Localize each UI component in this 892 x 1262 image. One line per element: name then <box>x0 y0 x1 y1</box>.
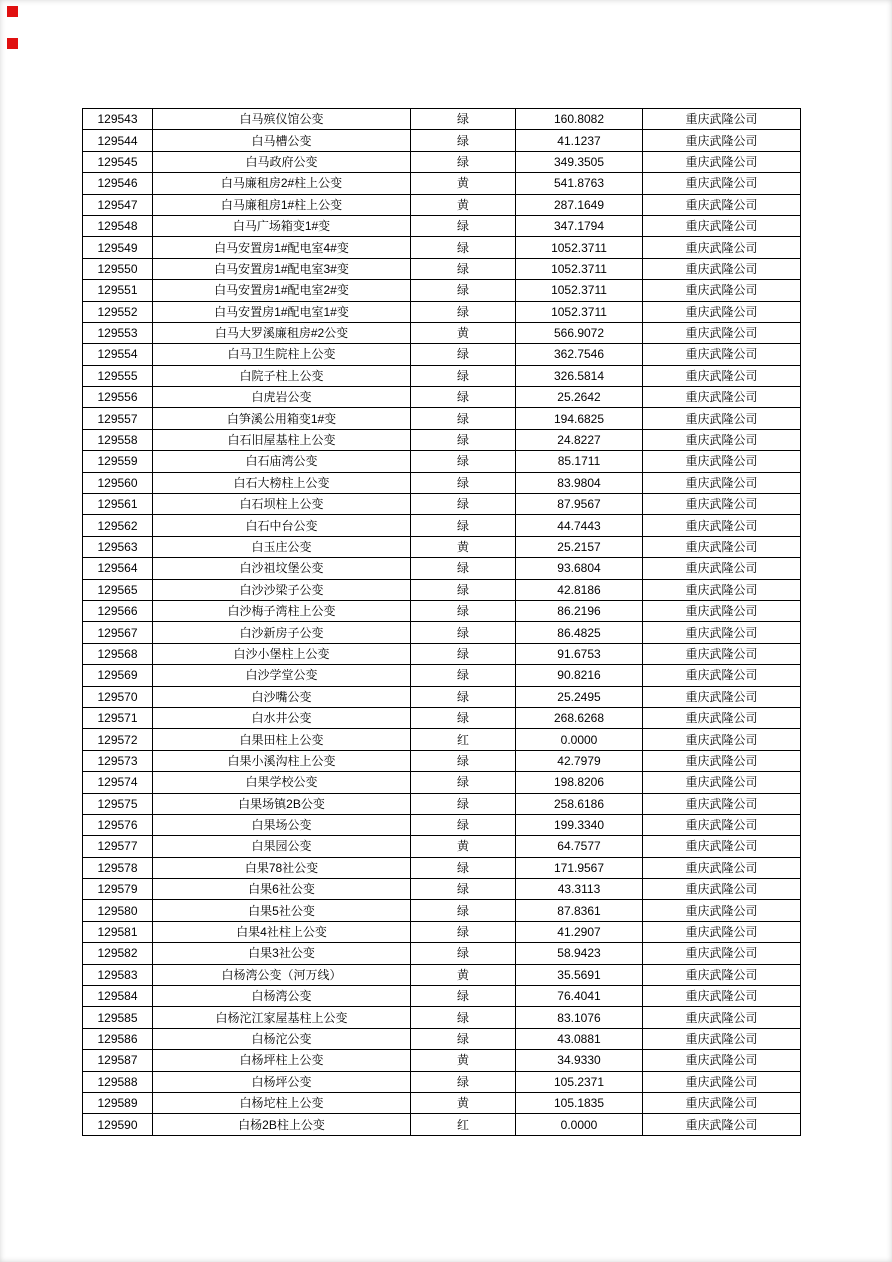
cell-company: 重庆武隆公司 <box>643 943 801 964</box>
cell-name: 白杨坪公变 <box>153 1071 411 1092</box>
cell-id: 129569 <box>83 665 153 686</box>
cell-status: 绿 <box>411 387 516 408</box>
cell-company: 重庆武隆公司 <box>643 558 801 579</box>
cell-id: 129585 <box>83 1007 153 1028</box>
cell-value: 268.6268 <box>516 707 643 728</box>
cell-name: 白笋溪公用箱变1#变 <box>153 408 411 429</box>
cell-company: 重庆武隆公司 <box>643 964 801 985</box>
cell-company: 重庆武隆公司 <box>643 729 801 750</box>
cell-name: 白果4社柱上公变 <box>153 921 411 942</box>
cell-id: 129547 <box>83 194 153 215</box>
table-row <box>83 1092 801 1113</box>
cell-name: 白杨坨柱上公变 <box>153 1092 411 1113</box>
cell-value: 83.9804 <box>516 472 643 493</box>
table-row <box>83 494 801 515</box>
cell-id: 129567 <box>83 622 153 643</box>
cell-value: 105.1835 <box>516 1092 643 1113</box>
table-row <box>83 173 801 194</box>
cell-status: 绿 <box>411 686 516 707</box>
cell-status: 绿 <box>411 151 516 172</box>
table-row <box>83 558 801 579</box>
cell-id: 129575 <box>83 793 153 814</box>
cell-status: 绿 <box>411 258 516 279</box>
cell-status: 黄 <box>411 1092 516 1113</box>
cell-company: 重庆武隆公司 <box>643 215 801 236</box>
cell-value: 85.1711 <box>516 451 643 472</box>
table-row <box>83 130 801 151</box>
table-row <box>83 1114 801 1136</box>
cell-name: 白马安置房1#配电室4#变 <box>153 237 411 258</box>
cell-id: 129583 <box>83 964 153 985</box>
cell-company: 重庆武隆公司 <box>643 536 801 557</box>
cell-name: 白马政府公变 <box>153 151 411 172</box>
table-row <box>83 344 801 365</box>
cell-value: 25.2495 <box>516 686 643 707</box>
cell-value: 347.1794 <box>516 215 643 236</box>
cell-name: 白沙新房子公变 <box>153 622 411 643</box>
cell-status: 绿 <box>411 665 516 686</box>
cell-id: 129559 <box>83 451 153 472</box>
cell-name: 白杨湾公变 <box>153 986 411 1007</box>
cell-name: 白沙小堡柱上公变 <box>153 643 411 664</box>
cell-value: 91.6753 <box>516 643 643 664</box>
cell-name: 白马廉租房1#柱上公变 <box>153 194 411 215</box>
cell-company: 重庆武隆公司 <box>643 857 801 878</box>
cell-company: 重庆武隆公司 <box>643 130 801 151</box>
cell-value: 105.2371 <box>516 1071 643 1092</box>
cell-status: 绿 <box>411 280 516 301</box>
cell-value: 1052.3711 <box>516 280 643 301</box>
cell-status: 绿 <box>411 643 516 664</box>
table-row <box>83 237 801 258</box>
cell-value: 160.8082 <box>516 109 643 130</box>
cell-name: 白果学校公变 <box>153 772 411 793</box>
cell-id: 129555 <box>83 365 153 386</box>
table-row <box>83 1071 801 1092</box>
cell-name: 白沙祖坟堡公变 <box>153 558 411 579</box>
cell-company: 重庆武隆公司 <box>643 429 801 450</box>
cell-company: 重庆武隆公司 <box>643 1114 801 1136</box>
cell-value: 83.1076 <box>516 1007 643 1028</box>
cell-value: 42.7979 <box>516 750 643 771</box>
cell-company: 重庆武隆公司 <box>643 1050 801 1071</box>
cell-name: 白马殡仪馆公变 <box>153 109 411 130</box>
cell-id: 129543 <box>83 109 153 130</box>
cell-company: 重庆武隆公司 <box>643 365 801 386</box>
cell-company: 重庆武隆公司 <box>643 472 801 493</box>
cell-company: 重庆武隆公司 <box>643 622 801 643</box>
cell-id: 129590 <box>83 1114 153 1136</box>
cell-name: 白沙嘴公变 <box>153 686 411 707</box>
table-row <box>83 750 801 771</box>
cell-status: 绿 <box>411 515 516 536</box>
table-row <box>83 772 801 793</box>
cell-name: 白院子柱上公变 <box>153 365 411 386</box>
cell-status: 黄 <box>411 322 516 343</box>
table-row <box>83 1050 801 1071</box>
table-row <box>83 1007 801 1028</box>
table-row <box>83 879 801 900</box>
cell-status: 绿 <box>411 750 516 771</box>
cell-status: 红 <box>411 1114 516 1136</box>
cell-name: 白石庙湾公变 <box>153 451 411 472</box>
cell-status: 黄 <box>411 1050 516 1071</box>
cell-company: 重庆武隆公司 <box>643 173 801 194</box>
cell-value: 541.8763 <box>516 173 643 194</box>
cell-value: 64.7577 <box>516 836 643 857</box>
cell-status: 黄 <box>411 536 516 557</box>
transformer-table <box>82 108 801 1136</box>
cell-value: 349.3505 <box>516 151 643 172</box>
cell-status: 绿 <box>411 879 516 900</box>
cell-id: 129579 <box>83 879 153 900</box>
table-row <box>83 643 801 664</box>
cell-company: 重庆武隆公司 <box>643 494 801 515</box>
cell-id: 129568 <box>83 643 153 664</box>
table-row <box>83 814 801 835</box>
cell-name: 白水井公变 <box>153 707 411 728</box>
cell-id: 129556 <box>83 387 153 408</box>
cell-company: 重庆武隆公司 <box>643 1028 801 1049</box>
table-row <box>83 900 801 921</box>
cell-status: 绿 <box>411 772 516 793</box>
cell-company: 重庆武隆公司 <box>643 344 801 365</box>
cell-id: 129587 <box>83 1050 153 1071</box>
cell-value: 24.8227 <box>516 429 643 450</box>
cell-company: 重庆武隆公司 <box>643 451 801 472</box>
cell-id: 129554 <box>83 344 153 365</box>
cell-id: 129572 <box>83 729 153 750</box>
cell-value: 171.9567 <box>516 857 643 878</box>
cell-id: 129570 <box>83 686 153 707</box>
cell-company: 重庆武隆公司 <box>643 921 801 942</box>
cell-name: 白石坝柱上公变 <box>153 494 411 515</box>
cell-status: 绿 <box>411 707 516 728</box>
cell-status: 黄 <box>411 836 516 857</box>
cell-name: 白马安置房1#配电室3#变 <box>153 258 411 279</box>
table-row <box>83 215 801 236</box>
cell-name: 白沙学堂公变 <box>153 665 411 686</box>
cell-value: 1052.3711 <box>516 258 643 279</box>
table-row <box>83 921 801 942</box>
cell-status: 绿 <box>411 558 516 579</box>
cell-name: 白马安置房1#配电室2#变 <box>153 280 411 301</box>
cell-name: 白马廉租房2#柱上公变 <box>153 173 411 194</box>
cell-id: 129565 <box>83 579 153 600</box>
cell-status: 绿 <box>411 921 516 942</box>
cell-company: 重庆武隆公司 <box>643 643 801 664</box>
red-square-marker <box>7 38 18 49</box>
cell-name: 白马大罗溪廉租房#2公变 <box>153 322 411 343</box>
cell-company: 重庆武隆公司 <box>643 280 801 301</box>
cell-id: 129549 <box>83 237 153 258</box>
cell-id: 129573 <box>83 750 153 771</box>
cell-status: 绿 <box>411 472 516 493</box>
table-row <box>83 729 801 750</box>
cell-company: 重庆武隆公司 <box>643 986 801 1007</box>
cell-value: 35.5691 <box>516 964 643 985</box>
cell-id: 129578 <box>83 857 153 878</box>
cell-id: 129589 <box>83 1092 153 1113</box>
cell-id: 129552 <box>83 301 153 322</box>
cell-value: 34.9330 <box>516 1050 643 1071</box>
table-row <box>83 451 801 472</box>
table-row <box>83 1028 801 1049</box>
cell-id: 129546 <box>83 173 153 194</box>
cell-status: 绿 <box>411 301 516 322</box>
cell-name: 白石旧屋基柱上公变 <box>153 429 411 450</box>
cell-name: 白虎岩公变 <box>153 387 411 408</box>
cell-name: 白沙沙梁子公变 <box>153 579 411 600</box>
cell-value: 1052.3711 <box>516 301 643 322</box>
cell-id: 129571 <box>83 707 153 728</box>
cell-name: 白石大榜柱上公变 <box>153 472 411 493</box>
cell-name: 白杨2B柱上公变 <box>153 1114 411 1136</box>
cell-value: 86.4825 <box>516 622 643 643</box>
cell-name: 白果场镇2B公变 <box>153 793 411 814</box>
cell-name: 白杨沱公变 <box>153 1028 411 1049</box>
cell-value: 258.6186 <box>516 793 643 814</box>
cell-value: 90.8216 <box>516 665 643 686</box>
cell-name: 白马卫生院柱上公变 <box>153 344 411 365</box>
red-square-marker <box>7 6 18 17</box>
cell-status: 绿 <box>411 814 516 835</box>
cell-company: 重庆武隆公司 <box>643 515 801 536</box>
cell-value: 1052.3711 <box>516 237 643 258</box>
table-row <box>83 857 801 878</box>
table-row <box>83 280 801 301</box>
table-row <box>83 579 801 600</box>
cell-company: 重庆武隆公司 <box>643 109 801 130</box>
cell-value: 194.6825 <box>516 408 643 429</box>
cell-name: 白果场公变 <box>153 814 411 835</box>
cell-name: 白果小溪沟柱上公变 <box>153 750 411 771</box>
cell-id: 129584 <box>83 986 153 1007</box>
cell-value: 43.3113 <box>516 879 643 900</box>
cell-id: 129566 <box>83 600 153 621</box>
cell-value: 326.5814 <box>516 365 643 386</box>
cell-status: 绿 <box>411 600 516 621</box>
table-row <box>83 387 801 408</box>
cell-name: 白果3社公变 <box>153 943 411 964</box>
table-row <box>83 408 801 429</box>
cell-status: 红 <box>411 729 516 750</box>
cell-company: 重庆武隆公司 <box>643 322 801 343</box>
table-row <box>83 258 801 279</box>
cell-id: 129562 <box>83 515 153 536</box>
cell-status: 绿 <box>411 109 516 130</box>
cell-company: 重庆武隆公司 <box>643 900 801 921</box>
cell-status: 绿 <box>411 494 516 515</box>
table-row <box>83 600 801 621</box>
cell-name: 白马广场箱变1#变 <box>153 215 411 236</box>
cell-id: 129560 <box>83 472 153 493</box>
cell-company: 重庆武隆公司 <box>643 686 801 707</box>
cell-name: 白杨沱江家屋基柱上公变 <box>153 1007 411 1028</box>
cell-status: 绿 <box>411 1028 516 1049</box>
cell-company: 重庆武隆公司 <box>643 237 801 258</box>
cell-company: 重庆武隆公司 <box>643 1007 801 1028</box>
cell-company: 重庆武隆公司 <box>643 1092 801 1113</box>
cell-company: 重庆武隆公司 <box>643 879 801 900</box>
cell-status: 绿 <box>411 1007 516 1028</box>
cell-id: 129586 <box>83 1028 153 1049</box>
cell-name: 白玉庄公变 <box>153 536 411 557</box>
cell-company: 重庆武隆公司 <box>643 151 801 172</box>
cell-value: 25.2157 <box>516 536 643 557</box>
cell-company: 重庆武隆公司 <box>643 793 801 814</box>
cell-status: 绿 <box>411 900 516 921</box>
table-body <box>83 109 801 1136</box>
cell-value: 566.9072 <box>516 322 643 343</box>
cell-status: 绿 <box>411 857 516 878</box>
cell-status: 绿 <box>411 237 516 258</box>
cell-company: 重庆武隆公司 <box>643 387 801 408</box>
cell-status: 绿 <box>411 429 516 450</box>
cell-id: 129561 <box>83 494 153 515</box>
cell-value: 25.2642 <box>516 387 643 408</box>
cell-company: 重庆武隆公司 <box>643 772 801 793</box>
cell-id: 129548 <box>83 215 153 236</box>
cell-status: 绿 <box>411 130 516 151</box>
cell-status: 绿 <box>411 943 516 964</box>
cell-name: 白马安置房1#配电室1#变 <box>153 301 411 322</box>
cell-value: 362.7546 <box>516 344 643 365</box>
cell-id: 129550 <box>83 258 153 279</box>
table-row <box>83 943 801 964</box>
cell-status: 黄 <box>411 194 516 215</box>
cell-value: 0.0000 <box>516 729 643 750</box>
cell-value: 76.4041 <box>516 986 643 1007</box>
cell-name: 白果78社公变 <box>153 857 411 878</box>
table-row <box>83 665 801 686</box>
cell-value: 199.3340 <box>516 814 643 835</box>
cell-status: 绿 <box>411 451 516 472</box>
cell-value: 287.1649 <box>516 194 643 215</box>
cell-value: 87.9567 <box>516 494 643 515</box>
cell-id: 129545 <box>83 151 153 172</box>
cell-value: 41.2907 <box>516 921 643 942</box>
table-row <box>83 964 801 985</box>
table-row <box>83 151 801 172</box>
cell-status: 绿 <box>411 579 516 600</box>
table-row <box>83 365 801 386</box>
cell-value: 58.9423 <box>516 943 643 964</box>
cell-company: 重庆武隆公司 <box>643 836 801 857</box>
table-row <box>83 194 801 215</box>
cell-value: 86.2196 <box>516 600 643 621</box>
cell-status: 绿 <box>411 622 516 643</box>
table-row <box>83 793 801 814</box>
cell-id: 129582 <box>83 943 153 964</box>
cell-id: 129580 <box>83 900 153 921</box>
cell-id: 129563 <box>83 536 153 557</box>
cell-id: 129588 <box>83 1071 153 1092</box>
cell-company: 重庆武隆公司 <box>643 258 801 279</box>
cell-status: 绿 <box>411 365 516 386</box>
table-row <box>83 707 801 728</box>
cell-value: 198.8206 <box>516 772 643 793</box>
cell-status: 绿 <box>411 1071 516 1092</box>
cell-name: 白杨坪柱上公变 <box>153 1050 411 1071</box>
cell-status: 黄 <box>411 964 516 985</box>
cell-status: 绿 <box>411 344 516 365</box>
cell-company: 重庆武隆公司 <box>643 579 801 600</box>
cell-status: 绿 <box>411 215 516 236</box>
cell-value: 0.0000 <box>516 1114 643 1136</box>
cell-company: 重庆武隆公司 <box>643 301 801 322</box>
cell-company: 重庆武隆公司 <box>643 600 801 621</box>
table-row <box>83 686 801 707</box>
table-row <box>83 836 801 857</box>
cell-value: 44.7443 <box>516 515 643 536</box>
table-row <box>83 536 801 557</box>
cell-value: 93.6804 <box>516 558 643 579</box>
cell-company: 重庆武隆公司 <box>643 814 801 835</box>
cell-name: 白马槽公变 <box>153 130 411 151</box>
cell-id: 129553 <box>83 322 153 343</box>
cell-company: 重庆武隆公司 <box>643 750 801 771</box>
cell-company: 重庆武隆公司 <box>643 665 801 686</box>
cell-id: 129557 <box>83 408 153 429</box>
cell-name: 白杨湾公变（河万线） <box>153 964 411 985</box>
cell-id: 129576 <box>83 814 153 835</box>
cell-company: 重庆武隆公司 <box>643 408 801 429</box>
cell-value: 42.8186 <box>516 579 643 600</box>
cell-id: 129544 <box>83 130 153 151</box>
table-row <box>83 622 801 643</box>
cell-id: 129577 <box>83 836 153 857</box>
table-row <box>83 301 801 322</box>
table-row <box>83 109 801 130</box>
cell-status: 黄 <box>411 173 516 194</box>
cell-company: 重庆武隆公司 <box>643 707 801 728</box>
cell-id: 129564 <box>83 558 153 579</box>
cell-value: 41.1237 <box>516 130 643 151</box>
cell-name: 白果5社公变 <box>153 900 411 921</box>
cell-value: 43.0881 <box>516 1028 643 1049</box>
cell-value: 87.8361 <box>516 900 643 921</box>
cell-status: 绿 <box>411 793 516 814</box>
cell-id: 129551 <box>83 280 153 301</box>
table-row <box>83 515 801 536</box>
cell-name: 白果6社公变 <box>153 879 411 900</box>
cell-name: 白果田柱上公变 <box>153 729 411 750</box>
cell-company: 重庆武隆公司 <box>643 194 801 215</box>
table-row <box>83 322 801 343</box>
cell-company: 重庆武隆公司 <box>643 1071 801 1092</box>
table-row <box>83 986 801 1007</box>
table-row <box>83 429 801 450</box>
cell-status: 绿 <box>411 408 516 429</box>
cell-id: 129581 <box>83 921 153 942</box>
cell-name: 白果园公变 <box>153 836 411 857</box>
cell-id: 129574 <box>83 772 153 793</box>
cell-name: 白沙梅子湾柱上公变 <box>153 600 411 621</box>
cell-status: 绿 <box>411 986 516 1007</box>
table-row <box>83 472 801 493</box>
cell-id: 129558 <box>83 429 153 450</box>
cell-name: 白石中台公变 <box>153 515 411 536</box>
